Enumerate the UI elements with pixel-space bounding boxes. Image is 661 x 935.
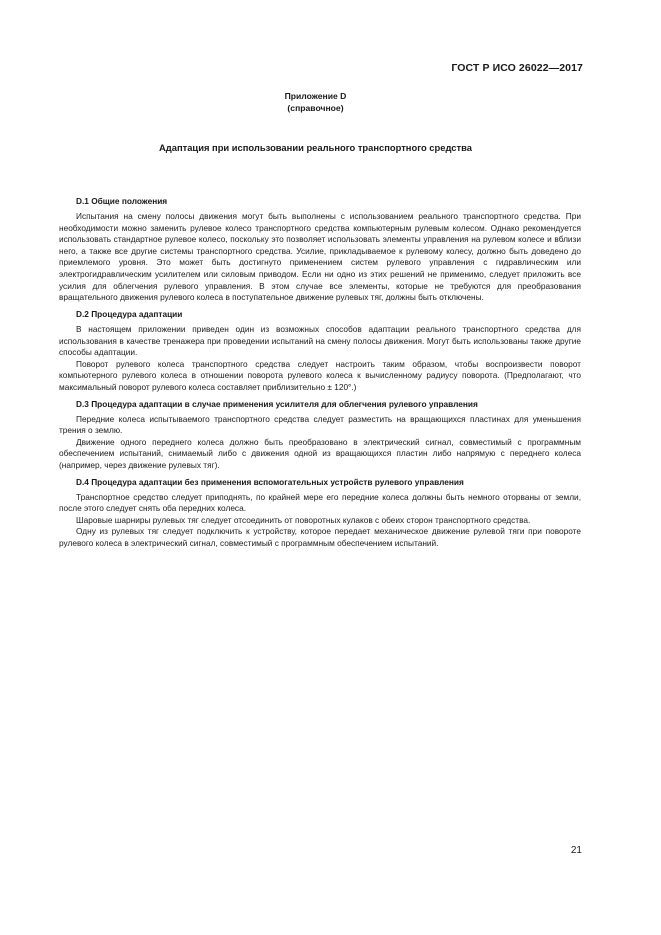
paragraph: Поворот рулевого колеса транспортного средства следует настроить таким образом, чтобы воспроизвести поворот компьютерного рулевого колеса в отношении поворота рулевого колеса к вычисленному радиусу поворота. (Предполагают, что максимальный поворот рулевого колеса составляет приблизительно ± 120°.) xyxy=(59,358,581,392)
paragraph: Испытания на смену полосы движения могут быть выполнены с использованием реального транспортного средства. При необходимости можно заменить рулевое колесо транспортного средства компьютерным рулевым колесом. Однако рекомендуется использовать стандартное рулевое колесо, поскольку это позволяет использовать элементы управления на рулевом колесе и вблизи него, а также все другие системы транспортного средства. Усилие, прикладываемое к рулевому колесу, должно быть доведено до приемлемого уровня. Это может быть достигнуто применением систем рулевого управления с гидравлическим или электрогидравлическим усилителем или силовым приводом. Если ни одно из этих решений не применимо, следует приложить все усилия для облегчения рулевого управления. В этом случае все элементы, которые не требуются для преобразования вращательного движения рулевого колеса в поступательное движение рулевых тяг, должны быть отключены. xyxy=(59,211,581,303)
paragraph: Передние колеса испытываемого транспортного средства следует разместить на вращающихся пластинах для уменьшения трения о землю. xyxy=(59,413,581,436)
section-d2 xyxy=(59,309,581,394)
standard-designation: ГОСТ Р ИСО 26022—2017 xyxy=(451,62,583,74)
section-title: D.4 Процедура адаптации без применения вспомогательных устройств рулевого управления xyxy=(76,476,464,487)
section-d1 xyxy=(59,196,581,304)
section-title: D.2 Процедура адаптации xyxy=(76,308,183,319)
section-d4 xyxy=(59,477,581,550)
annex-type: (справочное) xyxy=(287,102,344,113)
annex-label: Приложение D xyxy=(284,91,347,101)
paragraph: Одну из рулевых тяг следует подключить к устройству, которое передает механическое движение рулевой тяги при повороте рулевого колеса в электрический сигнал, совместимый с программным обеспечением испытаний. xyxy=(59,526,581,549)
paragraph: В настоящем приложении приведен один из возможных способов адаптации реального транспортного средства для использования в качестве тренажера при проведении испытаний на смену полосы движения. Могут быть использованы также другие способы адаптации. xyxy=(59,323,581,358)
paragraph: Шаровые шарниры рулевых тяг следует отсоединить от поворотных кулаков с обеих сторон транспортного средства. xyxy=(76,514,531,525)
section-title: D.3 Процедура адаптации в случае применения усилителя для облегчения рулевого управления xyxy=(76,398,478,409)
paragraph: Транспортное средство следует приподнять, по крайней мере его передние колеса должны быть немного оторваны от земли, после этого следует снять оба передних колеса. xyxy=(59,491,581,514)
annex-title: Адаптация при использовании реального транспортного средства xyxy=(159,142,472,153)
section-title: D.1 Общие положения xyxy=(76,196,168,206)
paragraph: Движение одного переднего колеса должно быть преобразовано в электрический сигнал, совместимый с программным обеспечением испытаний, снимаемый либо с движения одной из вращающихся пластин либо напрямую с переднего колеса (например, через движение рулевых тяг). xyxy=(59,436,581,470)
section-d3 xyxy=(59,399,581,472)
page-number: 21 xyxy=(570,845,582,856)
annex-heading xyxy=(0,91,631,114)
document-body xyxy=(59,196,581,555)
